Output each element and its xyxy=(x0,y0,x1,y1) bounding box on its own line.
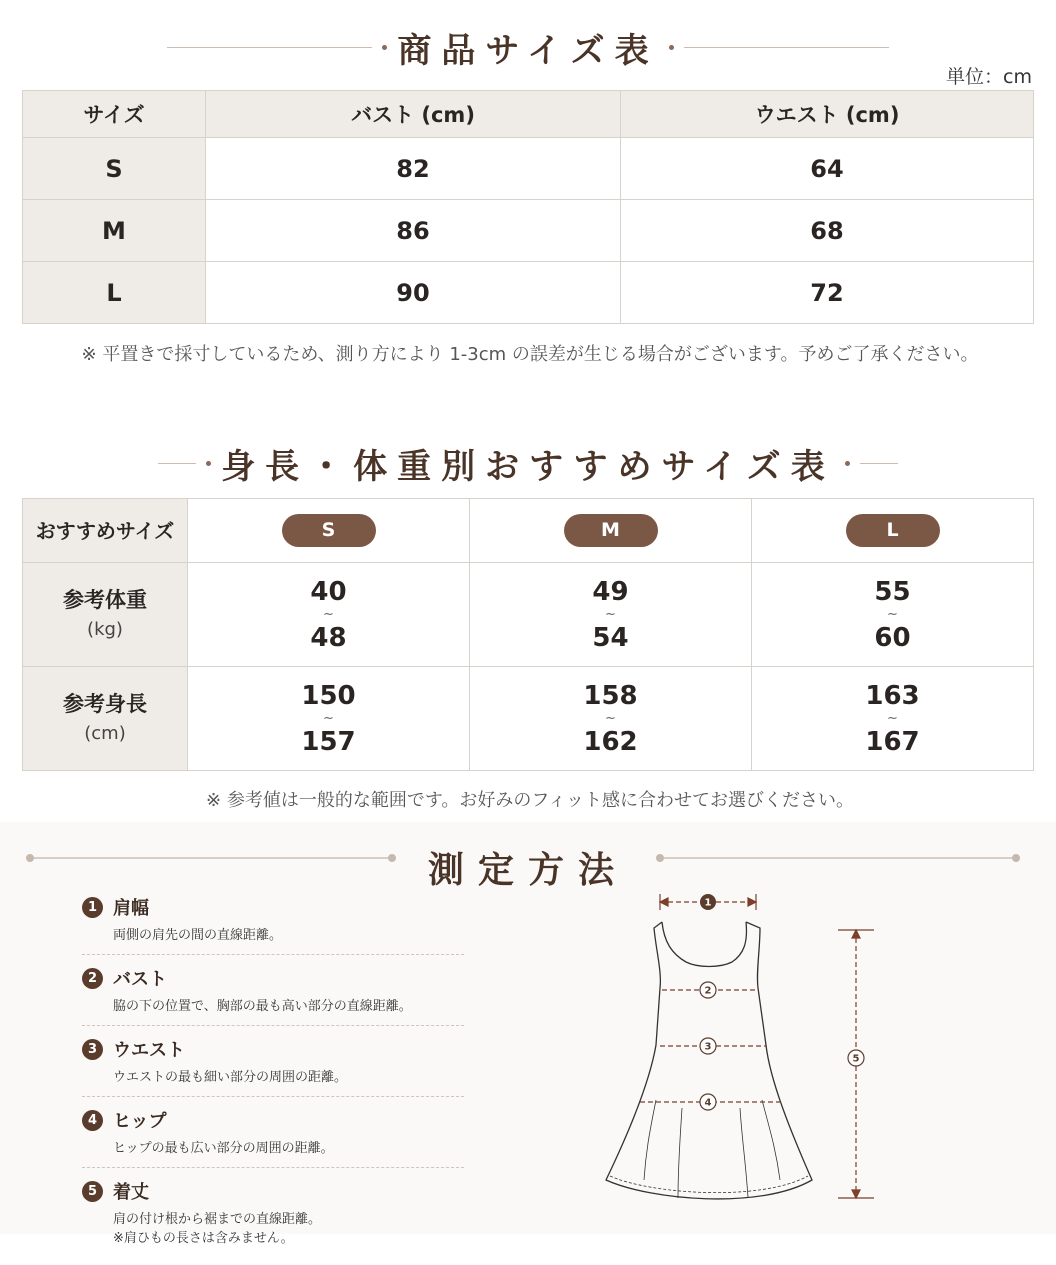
number-badge: 1 xyxy=(82,897,103,918)
divider-dot xyxy=(1012,854,1020,862)
height-label-cell xyxy=(23,667,188,771)
fold-line xyxy=(762,1100,780,1180)
size-pill: S xyxy=(282,514,376,547)
weight-unit: (kg) xyxy=(87,618,123,640)
range-tilde: ~ xyxy=(323,710,334,726)
table-row xyxy=(23,138,1034,200)
height-range-cell xyxy=(188,667,470,771)
divider-dot xyxy=(669,45,674,50)
arrow-head xyxy=(852,1190,860,1198)
height-unit: (cm) xyxy=(84,722,126,744)
list-item xyxy=(82,1176,464,1257)
range-to: 167 xyxy=(865,726,920,757)
list-item xyxy=(82,1105,464,1168)
range-from: 150 xyxy=(301,680,356,711)
table-row xyxy=(23,200,1034,262)
range-tilde: ~ xyxy=(887,606,898,622)
measure-title: 測定方法 xyxy=(427,849,628,891)
range-to: 54 xyxy=(592,622,629,653)
size-table-title-bar xyxy=(0,26,1056,71)
divider-dot xyxy=(382,45,387,50)
number-badge: 3 xyxy=(82,1039,103,1060)
range-to: 162 xyxy=(583,726,638,757)
unit-label: 単位：cm xyxy=(946,66,1032,88)
fold-line xyxy=(644,1100,656,1180)
waist-cell: 72 xyxy=(621,262,1034,324)
neckline xyxy=(662,922,746,967)
marker-label: 2 xyxy=(704,985,712,997)
size-pill-cell xyxy=(752,499,1034,563)
height-range-cell xyxy=(752,667,1034,771)
fold-line xyxy=(740,1108,748,1198)
marker-label: 1 xyxy=(704,897,712,909)
divider-dot xyxy=(26,854,34,862)
divider-dot xyxy=(656,854,664,862)
height-range-cell xyxy=(470,667,752,771)
bust-cell: 90 xyxy=(206,262,621,324)
recommend-header-row xyxy=(23,499,1034,563)
height-label: 参考身長 xyxy=(63,691,147,716)
size-pill-cell xyxy=(188,499,470,563)
size-table-header-row xyxy=(23,91,1034,138)
range-tilde: ~ xyxy=(605,710,616,726)
waist-cell: 64 xyxy=(621,138,1034,200)
range-to: 60 xyxy=(874,622,911,653)
recommend-header-label: おすすめサイズ xyxy=(23,499,188,563)
recommend-title-bar xyxy=(0,442,1056,487)
range-tilde: ~ xyxy=(323,606,334,622)
item-name: ウエスト xyxy=(113,1040,185,1061)
table-row xyxy=(23,262,1034,324)
measure-title-bar xyxy=(0,842,1056,891)
item-desc xyxy=(113,1210,464,1248)
recommend-note: ※ 参考値は一般的な範囲です。お好みのフィット感に合わせてお選びください。 xyxy=(206,790,854,811)
list-item xyxy=(82,892,464,955)
size-pill: M xyxy=(564,514,658,547)
number-badge: 4 xyxy=(82,1110,103,1131)
table-row xyxy=(23,667,1034,771)
size-table xyxy=(22,90,1034,324)
item-name: 肩幅 xyxy=(113,898,149,919)
size-table-title: 商品サイズ表 xyxy=(397,30,659,71)
measure-list xyxy=(82,892,464,1265)
size-cell: M xyxy=(23,200,206,262)
item-name: バスト xyxy=(113,969,167,990)
bust-cell: 86 xyxy=(206,200,621,262)
arrow-head xyxy=(748,898,756,906)
waist-cell: 68 xyxy=(621,200,1034,262)
divider-line xyxy=(684,47,889,48)
range-from: 163 xyxy=(865,680,920,711)
item-name: 着丈 xyxy=(113,1182,149,1203)
divider-line xyxy=(664,857,1014,859)
range-from: 55 xyxy=(874,576,911,607)
range-from: 158 xyxy=(583,680,638,711)
item-name: ヒップ xyxy=(113,1111,167,1132)
size-cell: L xyxy=(23,262,206,324)
size-pill-cell xyxy=(470,499,752,563)
dress-diagram xyxy=(590,880,890,1220)
divider-dot xyxy=(388,854,396,862)
recommend-title: 身長・体重別おすすめサイズ表 xyxy=(221,446,835,487)
fold-line xyxy=(678,1108,682,1198)
header-bust: バスト (cm) xyxy=(206,91,621,138)
number-badge: 5 xyxy=(82,1181,103,1202)
bust-cell: 82 xyxy=(206,138,621,200)
divider-line xyxy=(34,857,392,859)
range-tilde: ~ xyxy=(605,606,616,622)
range-to: 48 xyxy=(310,622,347,653)
weight-range-cell xyxy=(752,563,1034,667)
header-size: サイズ xyxy=(23,91,206,138)
divider-dot xyxy=(206,461,211,466)
header-waist: ウエスト (cm) xyxy=(621,91,1034,138)
arrow-head xyxy=(660,898,668,906)
divider-line xyxy=(860,463,898,464)
item-desc-note: ※肩ひもの長さは含みません。 xyxy=(113,1231,294,1246)
divider-dot xyxy=(845,461,850,466)
size-pill: L xyxy=(846,514,940,547)
number-badge: 2 xyxy=(82,968,103,989)
weight-range-cell xyxy=(188,563,470,667)
arrow-head xyxy=(852,930,860,938)
divider-line xyxy=(158,463,196,464)
list-item xyxy=(82,963,464,1026)
range-from: 40 xyxy=(310,576,347,607)
marker-label: 3 xyxy=(704,1041,712,1053)
weight-label: 参考体重 xyxy=(63,587,147,612)
recommend-table xyxy=(22,498,1034,771)
size-table-note: ※ 平置きで採寸しているため、測り方により 1-3cm の誤差が生じる場合がございます。予めご了承ください。 xyxy=(81,344,979,365)
item-desc: 両側の肩先の間の直線距離。 xyxy=(113,928,283,943)
item-desc: 脇の下の位置で、胸部の最も高い部分の直線距離。 xyxy=(113,999,412,1014)
weight-range-cell xyxy=(470,563,752,667)
divider-line xyxy=(167,47,372,48)
item-desc: ウエストの最も細い部分の周囲の距離。 xyxy=(113,1070,348,1085)
item-desc: ヒップの最も広い部分の周囲の距離。 xyxy=(113,1141,334,1156)
weight-label-cell xyxy=(23,563,188,667)
marker-label: 4 xyxy=(704,1097,712,1109)
size-cell: S xyxy=(23,138,206,200)
table-row xyxy=(23,563,1034,667)
marker-label: 5 xyxy=(852,1053,860,1065)
item-desc-line: 肩の付け根から裾までの直線距離。 xyxy=(113,1212,322,1227)
range-from: 49 xyxy=(592,576,629,607)
range-tilde: ~ xyxy=(887,710,898,726)
range-to: 157 xyxy=(301,726,356,757)
dress-outline xyxy=(606,922,812,1199)
list-item xyxy=(82,1034,464,1097)
